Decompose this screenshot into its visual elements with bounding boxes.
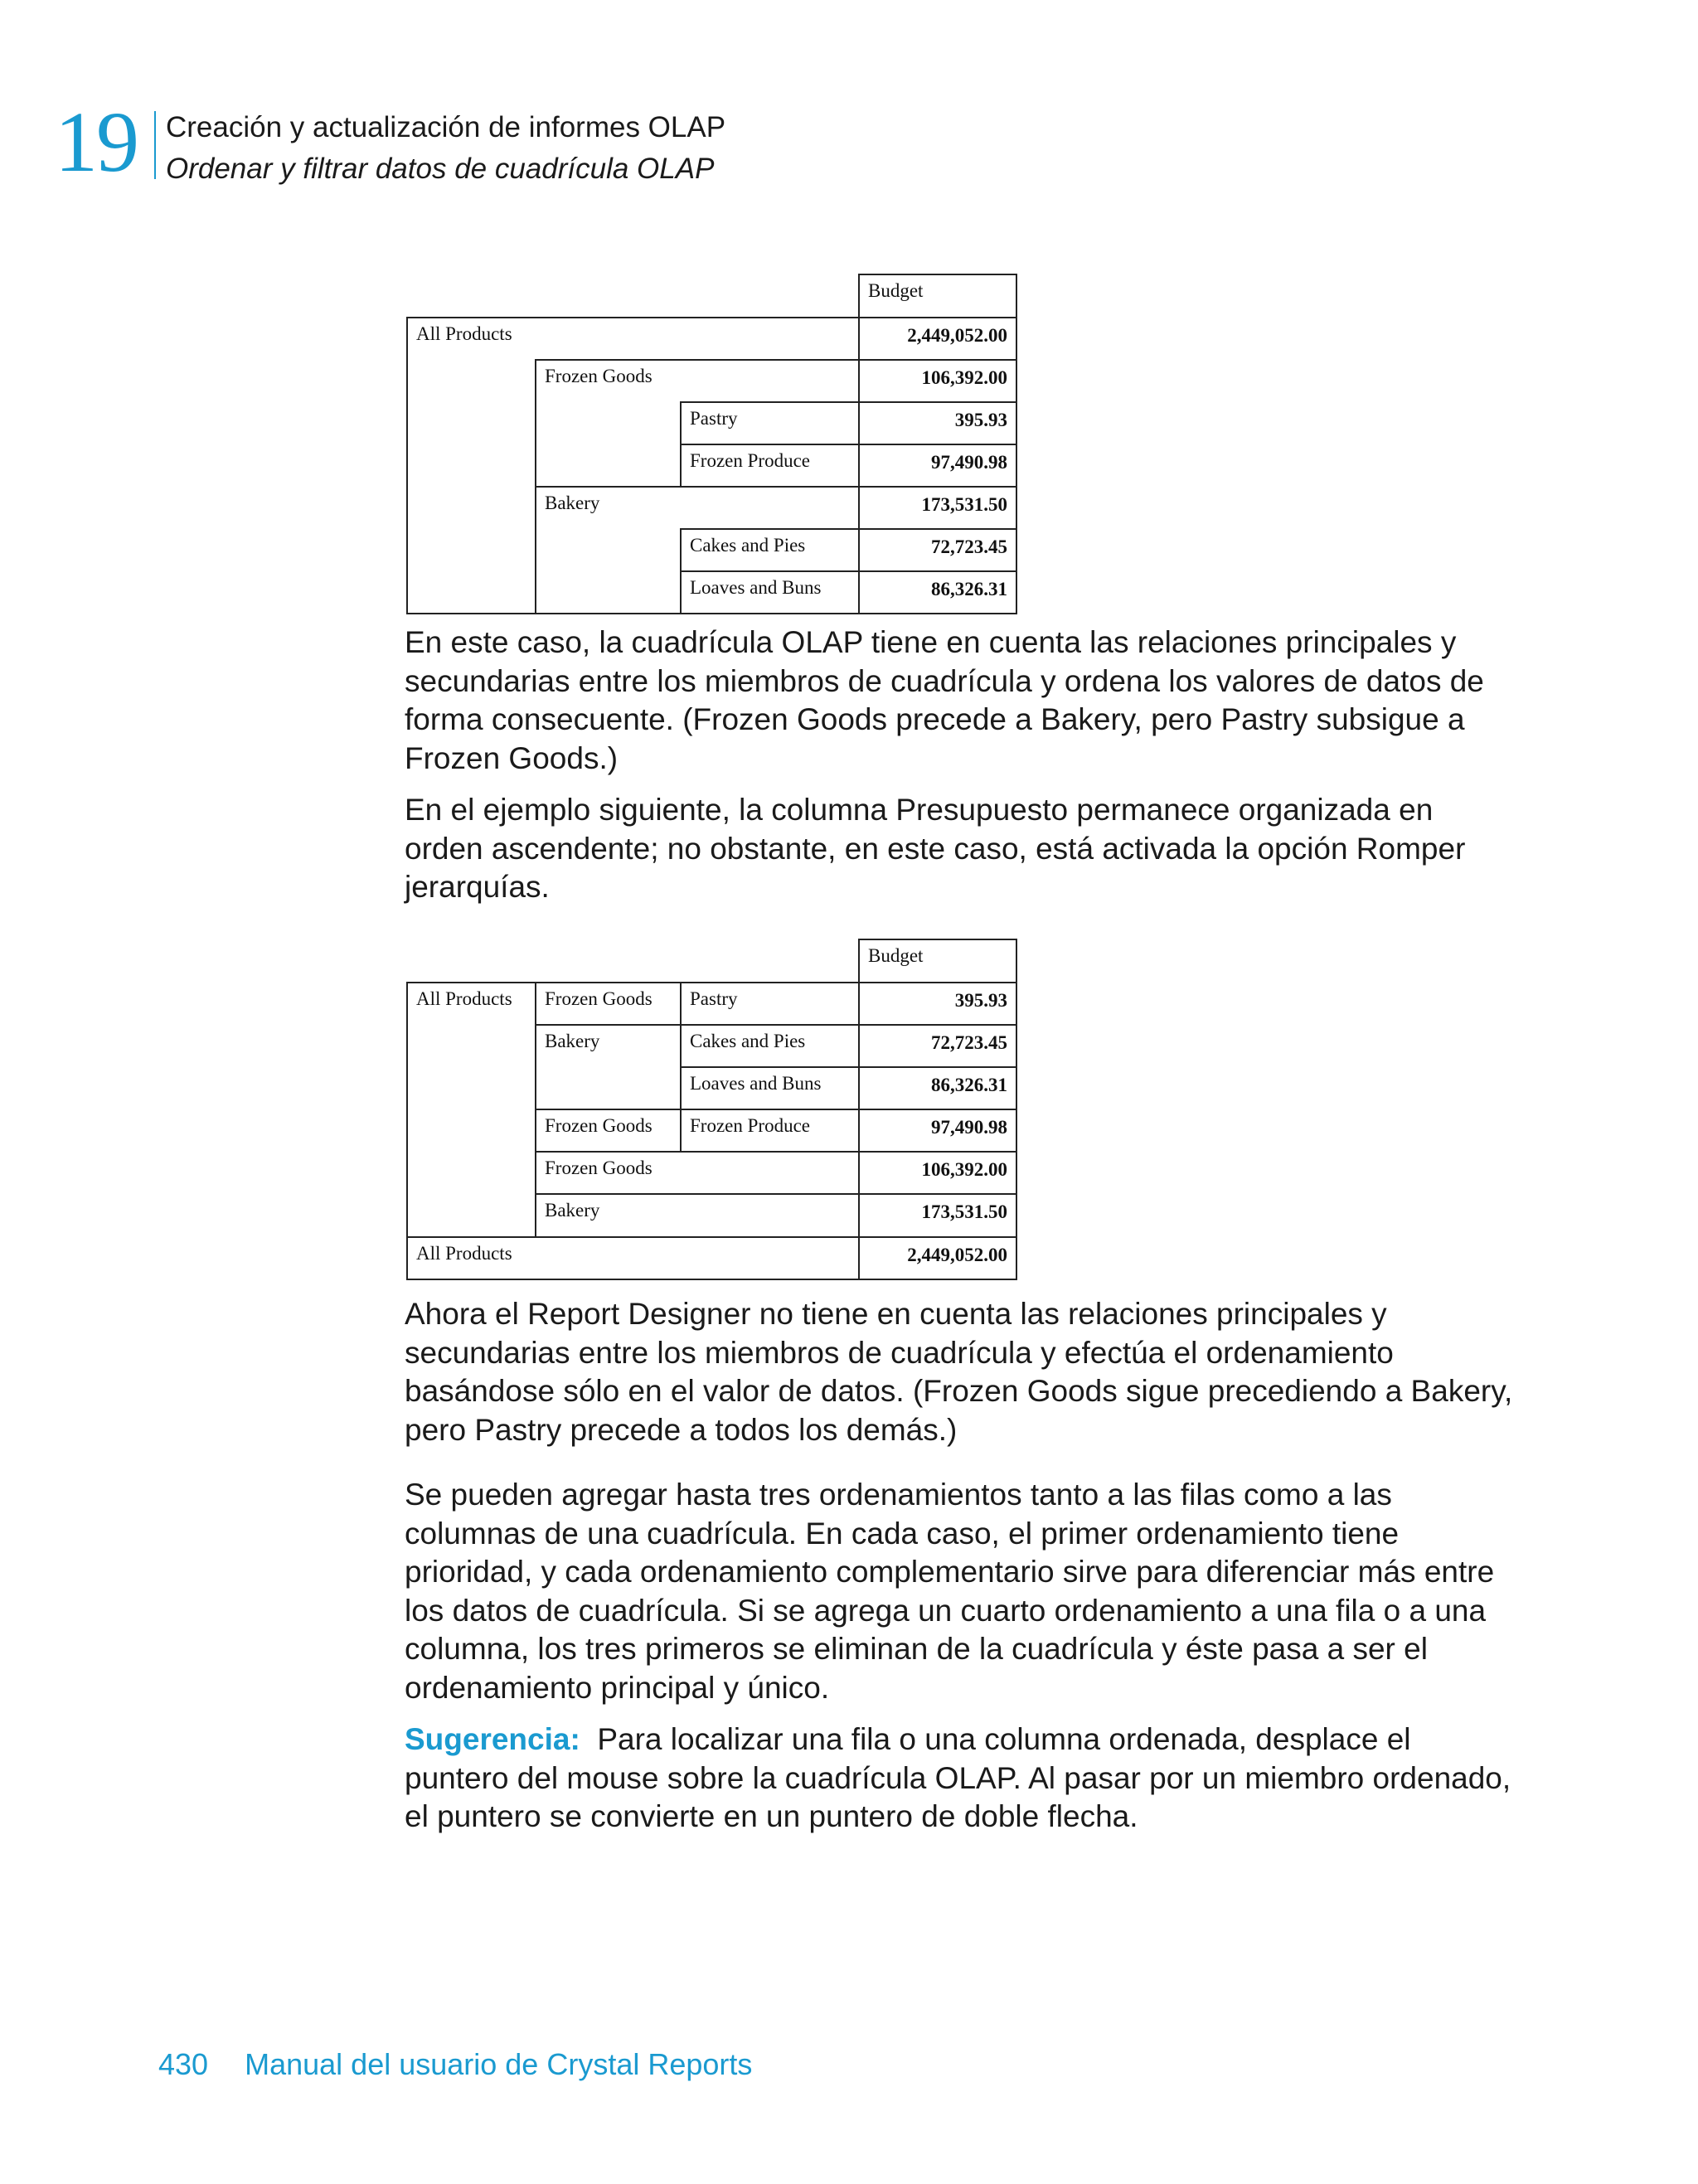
grid1-column-header-budget[interactable]: Budget	[858, 274, 1017, 318]
grid1-loaves-and-buns-value: 86,326.31	[858, 570, 1017, 614]
grid2-bakery-total-value: 173,531.50	[858, 1193, 1017, 1238]
grid2-cakes-and-pies-value: 72,723.45	[858, 1024, 1017, 1068]
grid2-all-products-label[interactable]: All Products	[416, 988, 512, 1009]
chapter-number: 19	[55, 95, 138, 190]
grid1-cakes-and-pies-value: 72,723.45	[858, 528, 1017, 572]
grid2-loaves-and-buns-value: 86,326.31	[858, 1066, 1017, 1110]
grid2-frozen-goods-total-label[interactable]: Frozen Goods	[535, 1151, 860, 1195]
grid1-bakery-value: 173,531.50	[858, 486, 1017, 530]
grid1-bakery-label[interactable]: Bakery	[545, 493, 600, 513]
grid2-pastry-value: 395.93	[858, 982, 1017, 1026]
grid2-frozen-goods-total-value: 106,392.00	[858, 1151, 1017, 1195]
grid1-frozen-goods-label[interactable]: Frozen Goods	[545, 366, 653, 386]
grid2-bakery-label-1[interactable]: Bakery	[545, 1031, 600, 1051]
grid1-frozen-goods-value: 106,392.00	[858, 359, 1017, 403]
section-title: Ordenar y filtrar datos de cuadrícula OLAP	[166, 153, 715, 185]
page-footer	[158, 2046, 752, 2083]
chapter-divider	[154, 111, 156, 179]
grid2-frozen-produce-label[interactable]: Frozen Produce	[680, 1109, 860, 1153]
paragraph-hierarchical-sort: En este caso, la cuadrícula OLAP tiene en cuenta las relaciones principales y secundarias entre los miembros de cuadrícula y ordena los valores de datos de forma consecuente. (Frozen Goods precede a Bakery, pero Pastry subsigue a Frozen Goods.)	[405, 625, 1484, 775]
grid1-all-products-label[interactable]: All Products	[416, 323, 512, 344]
grid1-frozen-produce-value: 97,490.98	[858, 444, 1017, 488]
grid2-all-products-total-label[interactable]: All Products	[406, 1236, 860, 1280]
grid1-cakes-and-pies-label[interactable]: Cakes and Pies	[680, 528, 860, 572]
paragraph-multiple-sorts: Se pueden agregar hasta tres ordenamientos tanto a las filas como a las columnas de una cuadrícula. En cada caso, el primer ordenamiento tiene prioridad, y cada ordenamiento complementario sirve para diferenciar más entre los datos de cuadrícula. Si se agrega un cuarto ordenamiento a una fila o a una columna, los tres primeros se eliminan de la cuadrícula y éste pasa a ser el ordenamiento principal y único.	[405, 1478, 1495, 1705]
grid2-all-products-total-value: 2,449,052.00	[858, 1236, 1017, 1280]
grid2-bakery-total-label[interactable]: Bakery	[535, 1193, 860, 1238]
manual-title: Manual del usuario de Crystal Reports	[245, 2047, 753, 2081]
tip-text: Para localizar una fila o una columna ordenada, desplace el puntero del mouse sobre la cuadrícula OLAP. Al pasar por un miembro ordenado, el puntero se convierte en un puntero de doble flecha.	[405, 1722, 1511, 1833]
grid2-column-header-budget[interactable]: Budget	[858, 939, 1017, 983]
grid2-loaves-and-buns-label[interactable]: Loaves and Buns	[680, 1066, 860, 1110]
grid1-frozen-produce-label[interactable]: Frozen Produce	[680, 444, 860, 488]
chapter-title: Creación y actualización de informes OLAP	[166, 111, 726, 143]
grid1-pastry-value: 395.93	[858, 401, 1017, 445]
grid2-bakery-block	[535, 1024, 682, 1110]
tip-label: Sugerencia:	[405, 1722, 580, 1756]
paragraph-break-hierarchy-intro: En el ejemplo siguiente, la columna Presupuesto permanece organizada en orden ascendente; no obstante, en este caso, está activada la opción Romper jerarquías.	[405, 793, 1466, 904]
grid1-loaves-and-buns-label[interactable]: Loaves and Buns	[680, 570, 860, 614]
grid2-cakes-and-pies-label[interactable]: Cakes and Pies	[680, 1024, 860, 1068]
grid1-pastry-label[interactable]: Pastry	[680, 401, 860, 445]
page-number: 430	[158, 2047, 209, 2081]
grid2-pastry-label[interactable]: Pastry	[680, 982, 860, 1026]
paragraph-broken-hierarchy-explanation: Ahora el Report Designer no tiene en cuenta las relaciones principales y secundarias entre los miembros de cuadrícula y efectúa el ordenamiento basándose sólo en el valor de datos. (Frozen Goods sigue precediendo a Bakery, pero Pastry precede a todos los demás.)	[405, 1297, 1513, 1447]
grid2-frozen-produce-value: 97,490.98	[858, 1109, 1017, 1153]
grid2-frozen-goods-label-2[interactable]: Frozen Goods	[535, 1109, 682, 1153]
grid2-frozen-goods-label-1[interactable]: Frozen Goods	[535, 982, 682, 1026]
grid1-all-products-value: 2,449,052.00	[858, 317, 1017, 361]
grid2-all-products-block	[406, 982, 536, 1238]
tip-paragraph	[405, 1721, 1516, 1837]
